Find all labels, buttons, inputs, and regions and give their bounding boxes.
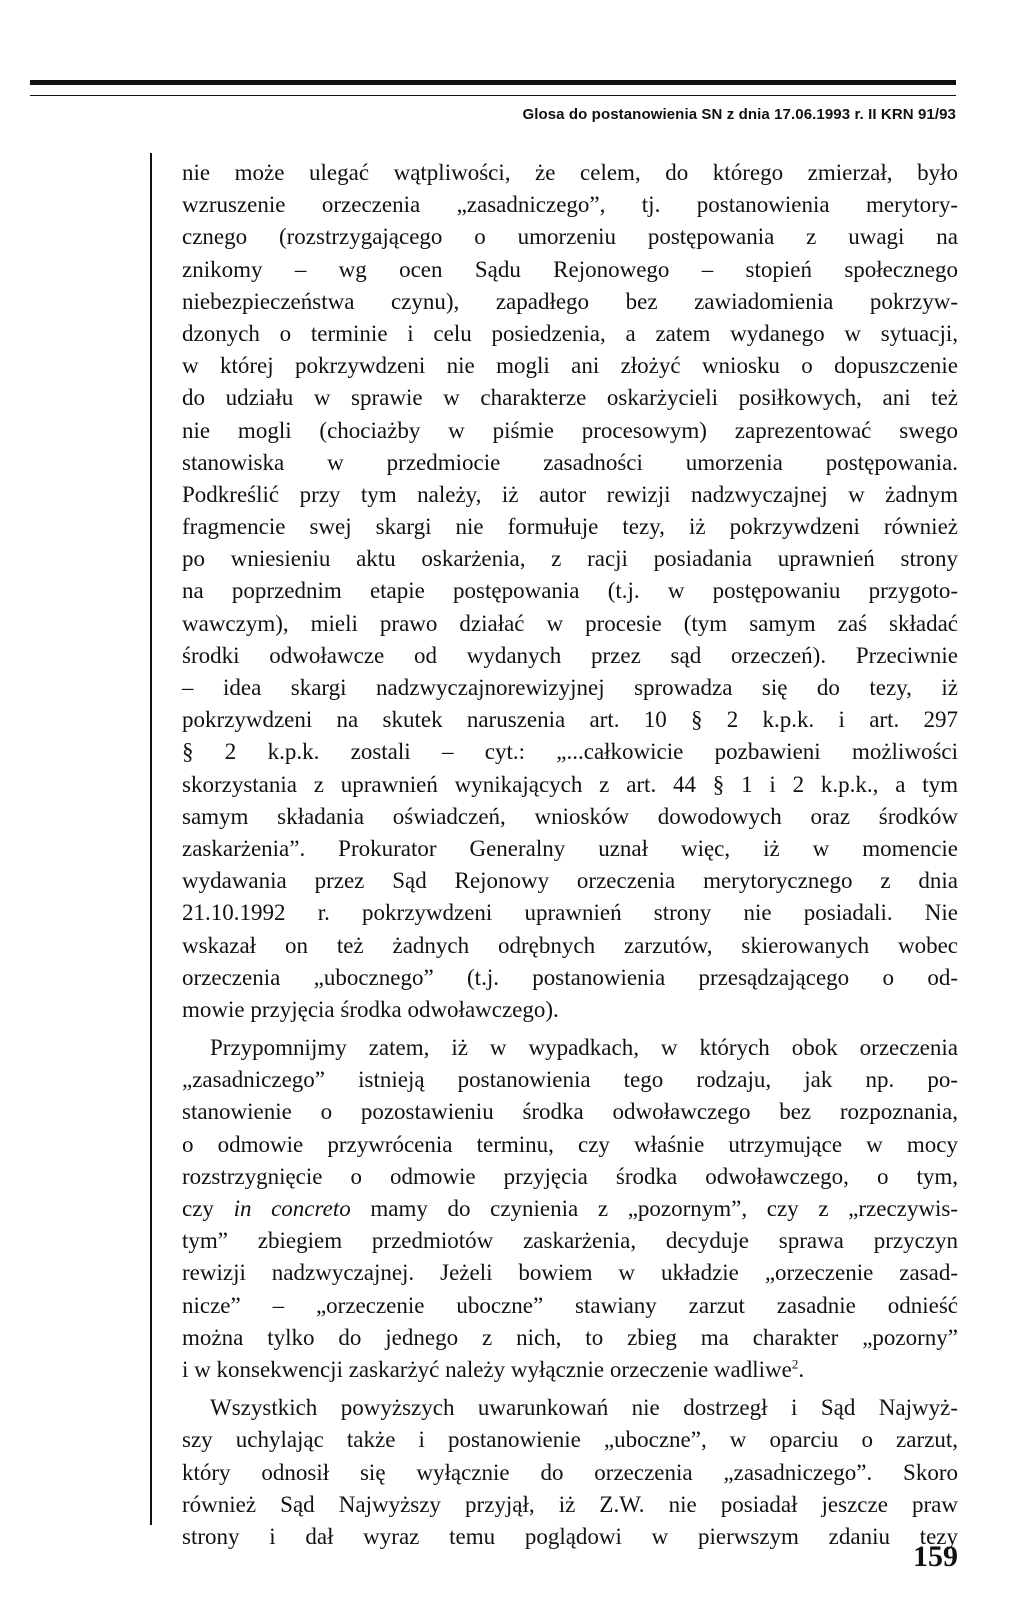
text-line: Przypomnijmy zatem, iż w wypadkach, w których obok orzeczenia <box>210 1035 958 1061</box>
text-segment: mamy do czynienia z „pozornym”, czy z „rzeczywis- <box>350 1196 958 1221</box>
text-line: rewizji nadzwyczajnej. Jeżeli bowiem w układzie „orzeczenie zasad- <box>182 1260 958 1286</box>
text-line: skorzystania z uprawnień wynikających z art. 44 § 1 i 2 k.p.k., a tym <box>182 771 958 797</box>
text-segment: czy <box>182 1196 234 1221</box>
text-line: po wniesieniu aktu oskarżenia, z racji posiadania uprawnień strony <box>182 546 958 572</box>
text-line: – idea skargi nadzwyczajnorewizyjnej sprowadza się do tezy, iż <box>182 675 958 700</box>
text-line: wzruszenie orzeczenia „zasadniczego”, tj. postanowienia merytory- <box>182 192 958 218</box>
text-line: o odmowie przywrócenia terminu, czy właśnie utrzymujące w mocy <box>182 1131 958 1157</box>
text-line: nie może ulegać wątpliwości, że celem, do którego zmierzał, było <box>182 160 958 185</box>
text-line: wydawania przez Sąd Rejonowy orzeczenia merytorycznego z dnia <box>182 868 958 894</box>
text-line: również Sąd Najwyższy przyjął, iż Z.W. nie posiadał jeszcze praw <box>182 1491 958 1517</box>
text-line: zaskarżenia”. Prokurator Generalny uznał więc, iż w momencie <box>182 835 958 861</box>
text-line: pokrzywdzeni na skutek naruszenia art. 10 § 2 k.p.k. i art. 297 <box>182 707 958 733</box>
page-number: 159 <box>913 1540 958 1573</box>
text-line: szy uchylając także i postanowienie „uboczne”, w oparciu o zarzut, <box>182 1427 958 1453</box>
text-line: Wszystkich powyższych uwarunkowań nie dostrzegł i Sąd Najwyż- <box>210 1395 958 1421</box>
text-line: strony i dał wyraz temu poglądowi w pierwszym zdaniu tezy <box>182 1523 958 1549</box>
text-line: 21.10.1992 r. pokrzywdzeni uprawnień strony nie posiadali. Nie <box>182 900 958 926</box>
text-line: stanowiska w przedmiocie zasadności umorzenia postępowania. <box>182 449 958 475</box>
text-line: rozstrzygnięcie o odmowie przyjęcia środka odwoławczego, o tym, <box>182 1163 958 1189</box>
text-line: wskazał on też żadnych odrębnych zarzutów, skierowanych wobec <box>182 932 958 958</box>
header-rule-thin <box>30 95 956 96</box>
footnote-marker: 2 <box>791 1356 799 1372</box>
body-text <box>182 157 958 1553</box>
text-line: niebezpieczeństwa czynu), zapadłego bez zawiadomienia pokrzyw- <box>182 288 958 314</box>
running-head: Glosa do postanowienia SN z dnia 17.06.1993 r. II KRN 91/93 <box>522 106 956 123</box>
text-line: samym składania oświadczeń, wniosków dowodowych oraz środków <box>182 803 958 829</box>
text-line: nie mogli (chociażby w piśmie procesowym) zaprezentować swego <box>182 417 958 443</box>
text-line: „zasadniczego” istnieją postanowienia tego rodzaju, jak np. po- <box>182 1067 958 1093</box>
text-segment: . <box>798 1356 805 1382</box>
text-line: tym” zbiegiem przedmiotów zaskarżenia, decyduje sprawa przyczyn <box>182 1228 958 1254</box>
text-segment: i w konsekwencji zaskarżyć należy wyłącznie orzeczenie wadliwe <box>182 1356 792 1382</box>
text-line: do udziału w sprawie w charakterze oskarżycieli posiłkowych, ani też <box>182 385 958 411</box>
text-line-with-italic <box>182 1193 958 1225</box>
text-line: stanowienie o pozostawieniu środka odwoławczego bez rozpoznania, <box>182 1099 958 1125</box>
text-line: wawczym), mieli prawo działać w procesie (tym samym zaś składać <box>182 610 958 636</box>
header-rule-thick <box>30 80 956 85</box>
text-line: środki odwoławcze od wydanych przez sąd orzeczeń). Przeciwnie <box>182 642 958 668</box>
italic-phrase: in concreto <box>233 1196 351 1221</box>
text-line: orzeczenia „ubocznego” (t.j. postanowienia przesądzającego o od- <box>182 964 958 990</box>
text-line: na poprzednim etapie postępowania (t.j. w postępowaniu przygoto- <box>182 578 958 604</box>
text-line: Podkreślić przy tym należy, iż autor rewizji nadzwyczajnej w żadnym <box>182 481 958 507</box>
text-line: nicze” – „orzeczenie uboczne” stawiany zarzut zasadnie odnieść <box>182 1292 958 1318</box>
margin-bar <box>150 153 152 1525</box>
text-line: znikomy – wg ocen Sądu Rejonowego – stopień społecznego <box>182 256 958 282</box>
text-line: dzonych o terminie i celu posiedzenia, a zatem wydanego w sytuacji, <box>182 320 958 346</box>
text-line: cznego (rozstrzygającego o umorzeniu postępowania z uwagi na <box>182 224 958 250</box>
text-line: który odnosił się wyłącznie do orzeczenia „zasadniczego”. Skoro <box>182 1459 958 1485</box>
text-line: można tylko do jednego z nich, to zbieg ma charakter „pozorny” <box>182 1324 958 1350</box>
text-line: § 2 k.p.k. zostali – cyt.: „...całkowicie pozbawieni możliwości <box>182 739 958 765</box>
text-line-with-footnote <box>182 1354 958 1386</box>
text-line: w której pokrzywdzeni nie mogli ani złożyć wniosku o dopuszczenie <box>182 353 958 379</box>
text-line: mowie przyjęcia środka odwoławczego). <box>182 996 559 1022</box>
text-line: fragmencie swej skargi nie formułuje tezy, iż pokrzywdzeni również <box>182 514 958 540</box>
